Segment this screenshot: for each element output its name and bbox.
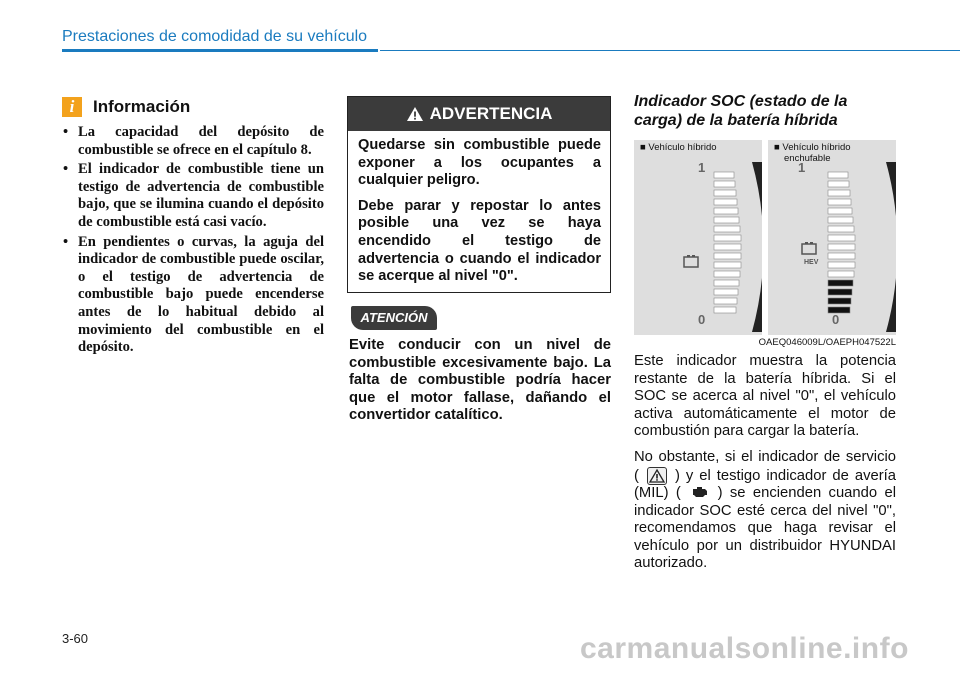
gauge-label-hybrid: ■ Vehículo híbrido	[640, 142, 717, 153]
gauge-max-label: 1	[798, 162, 806, 175]
info-list	[62, 124, 324, 359]
check-engine-icon	[690, 485, 708, 501]
page-number: 3-60	[62, 631, 89, 646]
warning-paragraph: Debe parar y repostar lo antes posible una vez se haya encendido el testigo de advertencia o cuando el indicador se acerque al nivel "0".	[358, 197, 601, 285]
figure-code: OAEQ046009L/OAEPH047522L	[758, 337, 896, 348]
header-rule-thick	[62, 49, 378, 52]
info-item: • El indicador de combustible tiene un testigo de advertencia de combustible bajo, que se ilumina cuando el depósito de combustible está casi vacío.	[62, 161, 324, 231]
warning-paragraph: Quedarse sin combustible puede exponer a los ocupantes a cualquier peligro.	[358, 137, 601, 189]
warning-body	[358, 137, 601, 294]
gauge-max-label: 1	[698, 162, 706, 175]
hev-label: HEV	[804, 259, 819, 266]
caution-text: Evite conducir con un nivel de combustible excesivamente bajo. La falta de combustible podría hacer que el motor fallase, dañando el convertidor catalítico.	[349, 337, 611, 424]
info-icon: i	[62, 97, 82, 117]
service-indicator-icon	[647, 467, 667, 485]
soc-gauge-hybrid	[634, 162, 762, 332]
gauge-panel-hybrid	[634, 140, 762, 335]
watermark: carmanualsonline.info	[580, 632, 909, 665]
caution-badge: ATENCIÓN	[351, 306, 437, 330]
header-rule-thin	[380, 50, 960, 51]
info-item: • En pendientes o curvas, la aguja del indicador de combustible puede oscilar, o el testigo de advertencia de combustible bajo puede encenderse antes de lo habitual debido al movimiento del combustible en el depósito.	[62, 234, 324, 357]
soc-paragraph: Este indicador muestra la potencia restante de la batería híbrida. Si el SOC se acerca al nivel "0", el vehículo activa automáticamente el motor de combustión para cargar la batería.	[634, 353, 896, 440]
soc-gauge-figure	[634, 140, 896, 350]
info-title: Información	[93, 97, 191, 116]
gauge-panel-phev	[768, 140, 896, 335]
gauge-label-phev: ■ Vehículo híbrido enchufable	[774, 142, 851, 164]
warning-title: ADVERTENCIA	[429, 104, 553, 123]
section-title: Prestaciones de comodidad de su vehículo	[62, 28, 368, 45]
warning-box	[347, 96, 611, 293]
gauge-min-label: 0	[832, 312, 840, 327]
soc-description	[634, 353, 896, 581]
warning-triangle-icon	[406, 106, 424, 122]
soc-paragraph: No obstante, si el indicador de servicio ( ) y el testigo indicador de avería (MIL) ( ) se encienden cuando el indicador SOC esté cerca del nivel "0", recomendamos que haga revisar el vehículo por un distribuidor HYUNDAI autorizado.	[634, 448, 896, 572]
soc-gauge-phev	[768, 162, 896, 332]
info-item: • La capacidad del depósito de combustible se ofrece en el capítulo 8.	[62, 124, 324, 159]
warning-header	[348, 97, 610, 131]
gauge-min-label: 0	[698, 312, 706, 327]
soc-title: Indicador SOC (estado de la carga) de la batería híbrida	[634, 93, 848, 129]
gauge-segments	[828, 172, 855, 313]
battery-icon	[802, 244, 816, 254]
